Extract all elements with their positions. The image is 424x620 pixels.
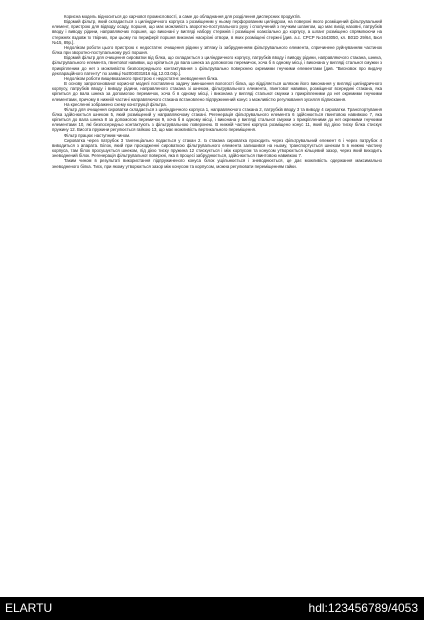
paragraph: Корисна модель відноситься до харчової промисловості, а саме до обладнання для розділення дисперсних продуктів. <box>64 14 301 19</box>
paragraph: Таким чином в результаті використання підпружиненого конуса білок ущільнюється і зневоднюється, це дає можливість одержання максимально зневодненого білка. Тиск, при якому утворюється зазор між конусом та корпусом, можна регулювати переміщенням гайки. <box>52 158 382 169</box>
paragraph: Відомий фільтр, який складається з циліндричного корпуса з розміщеним у ньому перфорованим циліндром, на поверхні якого розміщений фільтрувальний елемент, пристрою для відводу осаду, поршня, що має можливість зворотно-поступального руху і сполучений з гнучким шлангом, що має вихід назовні, патрубків вводу і виводу рідини, направляючих поршня, що виконані у вигляді набору стержнів і розміщені коаксіально до корпусу, а шланг розміщено спрямлюючи на стержнях вздовж їх твірних, при цьому по периферії поршня виконані наскрізні отвори, в яких розміщені стержні [див. а.с. СРСР №1643050, кл. В01D 29/64, Бюл №15, 89р.]. <box>52 19 382 45</box>
paragraph: Сироватка через патрубок 3 тангенціально подається у стакан 2. Із стакана сироватка проходить через фільтрувальний елемент 6 і через патрубок 4 виводиться з апарата. Білок, який при проходженні сироваткою фільтрувального елемента залишився на ньому, транспортується шнеком 5 в нижню частину корпуса, там білок просушується шнеком, під дією тиску пружина 12 стискується і між корпусом та конусом утворюється кільцевий зазор, через який виходить зневоднений білок. Регенерація фільтрувальної поверхні, яка в процесі забруднюється, здійснюється гвинтовою навивкою 7. <box>52 137 382 159</box>
paragraph: На кресленні зображено схему конструкції фільтра. <box>64 101 167 107</box>
handle-identifier: hdl:123456789/4053 <box>308 601 418 615</box>
repository-name: ELARTU <box>5 601 53 615</box>
footer-bar <box>0 597 424 620</box>
paragraph: Недоліком роботи вищевказаного пристрою є недостатнє зневоднення білка. <box>64 75 219 81</box>
paragraph: Відомий фільтр для очищення сироватки від білка, що складається з циліндричного корпусу, патрубків вводу і виводу рідини, направляючого стакана, шнека, фільтрувального елемента, гвинтової навивки, що кріпиться до вала шнека за допомогою перемичок, хоча б в одному місці, і виконана у вигляді стальної смужки з прикріпленим до неї з можливістю безпосереднього контактування з фільтрувально поверхнею окремими гнучкими елементами [див. "Висновок про видачу деклараційного патенту" по заявці №2004031816 від 12.03.04р.]. <box>52 55 382 76</box>
paragraph: Недоліком роботи цього пристрою є недостатнє очищення рідини у зв'язку із забрудненням фільтрувального елемента, спричинене руйнуванням частинок білка при зворотно-поступальному русі поршня. <box>52 44 382 56</box>
paragraph: В основу запропонованої корисної моделі поставлено задачу зменшення вологості білка, що відділяється шляхом його виконання у вигляді циліндричного корпусу, патрубків вводу і виводу рідини, направленого стакана зі шнеком, фільтрувального елемента, гвинтової навивки, розміщеної всередині стакана, яка кріпиться до вала шнека за допомогою перемичок, хоча б в одному місці, і виконана у вигляді стальної смужки з прикріпленими до неї окремими гнучкими елементами, причому в нижній частині направляючого стакана встановлено підпружинений конус з можливістю регулювання зусилля підпискання. <box>52 81 382 102</box>
document-body <box>52 14 382 169</box>
paragraph: Фільтр працює наступним чином. <box>64 132 131 138</box>
paragraph: Фільтр для очищення сироватки складається з циліндричного корпуса 1, направляючого стакана 2, патрубків вводу 3 та виводу 4 сироватки. Транспортування білка здійснюється шнеком 5, який розміщений у направляючому стакані. Регенерація фільтрувального елемента 6 здійснюється гвинтовою навивкою 7, яка кріпиться до вала шнека 8 за допомогою перемичок 9, хоча б в одному місці, і виконана у вигляді стальної смужки з прикріпленими до неї окремими гнучкими елементами 10, які безпосередньо контактують з фільтрувальною поверхнею. В нижній частині корпуса розміщено конус 11, який під дією тиску білка стискує пружину 12. Висота пружини регулюється гайкою 13, що має можливість вертикального переміщення. <box>52 106 382 133</box>
